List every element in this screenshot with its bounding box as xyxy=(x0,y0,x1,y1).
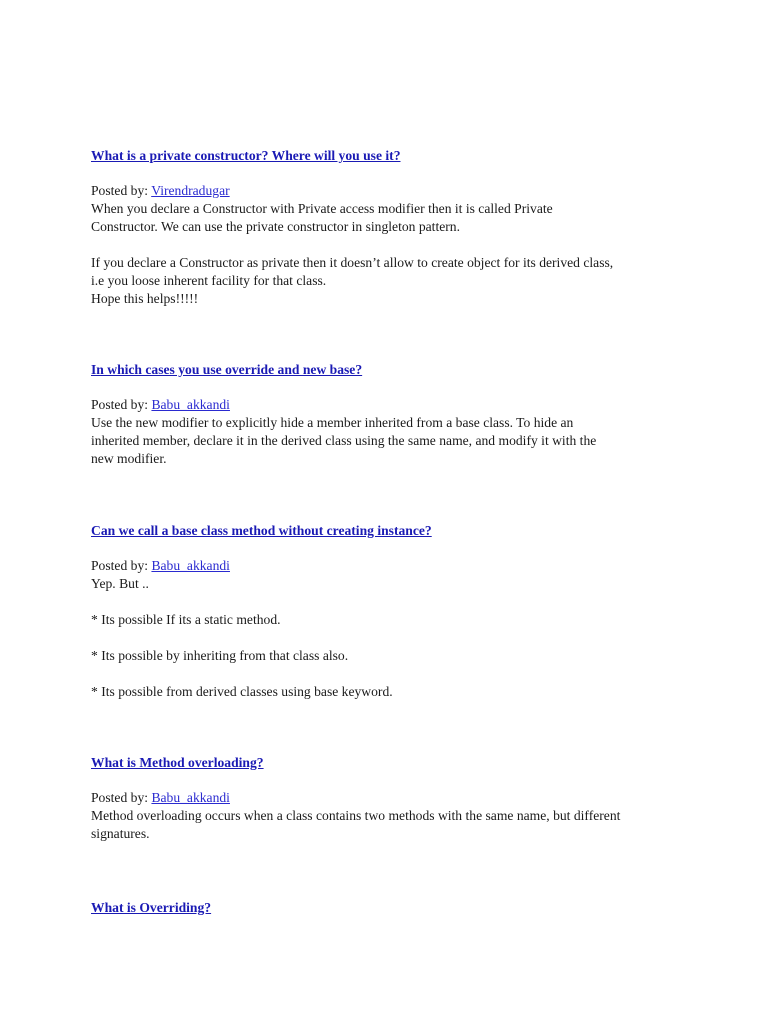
question-link[interactable]: In which cases you use override and new base? xyxy=(91,362,363,377)
answer-line: Constructor. We can use the private constructor in singleton pattern. xyxy=(91,219,460,234)
qa-entry xyxy=(91,361,691,468)
author-link[interactable]: Babu_akkandi xyxy=(151,397,230,412)
answer-line: i.e you loose inherent facility for that class. xyxy=(91,273,327,288)
answer-line: new modifier. xyxy=(91,451,167,466)
posted-by-line xyxy=(91,557,691,575)
question-link[interactable]: What is a private constructor? Where will you use it? xyxy=(91,148,401,163)
paragraph-gap xyxy=(91,665,691,683)
author-link[interactable]: Babu_akkandi xyxy=(151,558,230,573)
qa-entry xyxy=(91,899,691,917)
qa-entry xyxy=(91,147,691,308)
qa-entry xyxy=(91,754,691,843)
paragraph-gap xyxy=(91,593,691,611)
answer-text xyxy=(91,414,691,468)
answer-line: If you declare a Constructor as private then it doesn’t allow to create object for its derived class, xyxy=(91,255,614,270)
answer-text xyxy=(91,200,691,308)
answer-text xyxy=(91,807,691,843)
question-link[interactable]: Can we call a base class method without creating instance? xyxy=(91,523,432,538)
author-link[interactable]: Babu_akkandi xyxy=(151,790,230,805)
paragraph-gap xyxy=(91,629,691,647)
posted-by-line xyxy=(91,789,691,807)
posted-by-label: Posted by: xyxy=(91,790,149,805)
answer-line: Method overloading occurs when a class contains two methods with the same name, but different xyxy=(91,808,621,823)
answer-line: * Its possible by inheriting from that class also. xyxy=(91,648,349,663)
answer-text xyxy=(91,575,691,701)
posted-by-line xyxy=(91,396,691,414)
posted-by-label: Posted by: xyxy=(91,183,149,198)
author-link[interactable]: Virendradugar xyxy=(151,183,230,198)
question-link[interactable]: What is Method overloading? xyxy=(91,755,264,770)
answer-line: signatures. xyxy=(91,826,150,841)
posted-by-label: Posted by: xyxy=(91,397,149,412)
paragraph-gap xyxy=(91,236,691,254)
answer-line: * Its possible If its a static method. xyxy=(91,612,281,627)
answer-line: Yep. But .. xyxy=(91,576,149,591)
answer-line: Hope this helps!!!!! xyxy=(91,291,199,306)
posted-by-label: Posted by: xyxy=(91,558,149,573)
qa-entry xyxy=(91,522,691,701)
question-link[interactable]: What is Overriding? xyxy=(91,900,212,915)
answer-line: When you declare a Constructor with Private access modifier then it is called Private xyxy=(91,201,553,216)
answer-line: Use the new modifier to explicitly hide a member inherited from a base class. To hide an xyxy=(91,415,574,430)
answer-line: * Its possible from derived classes using base keyword. xyxy=(91,684,393,699)
posted-by-line xyxy=(91,182,691,200)
answer-line: inherited member, declare it in the derived class using the same name, and modify it with the xyxy=(91,433,597,448)
